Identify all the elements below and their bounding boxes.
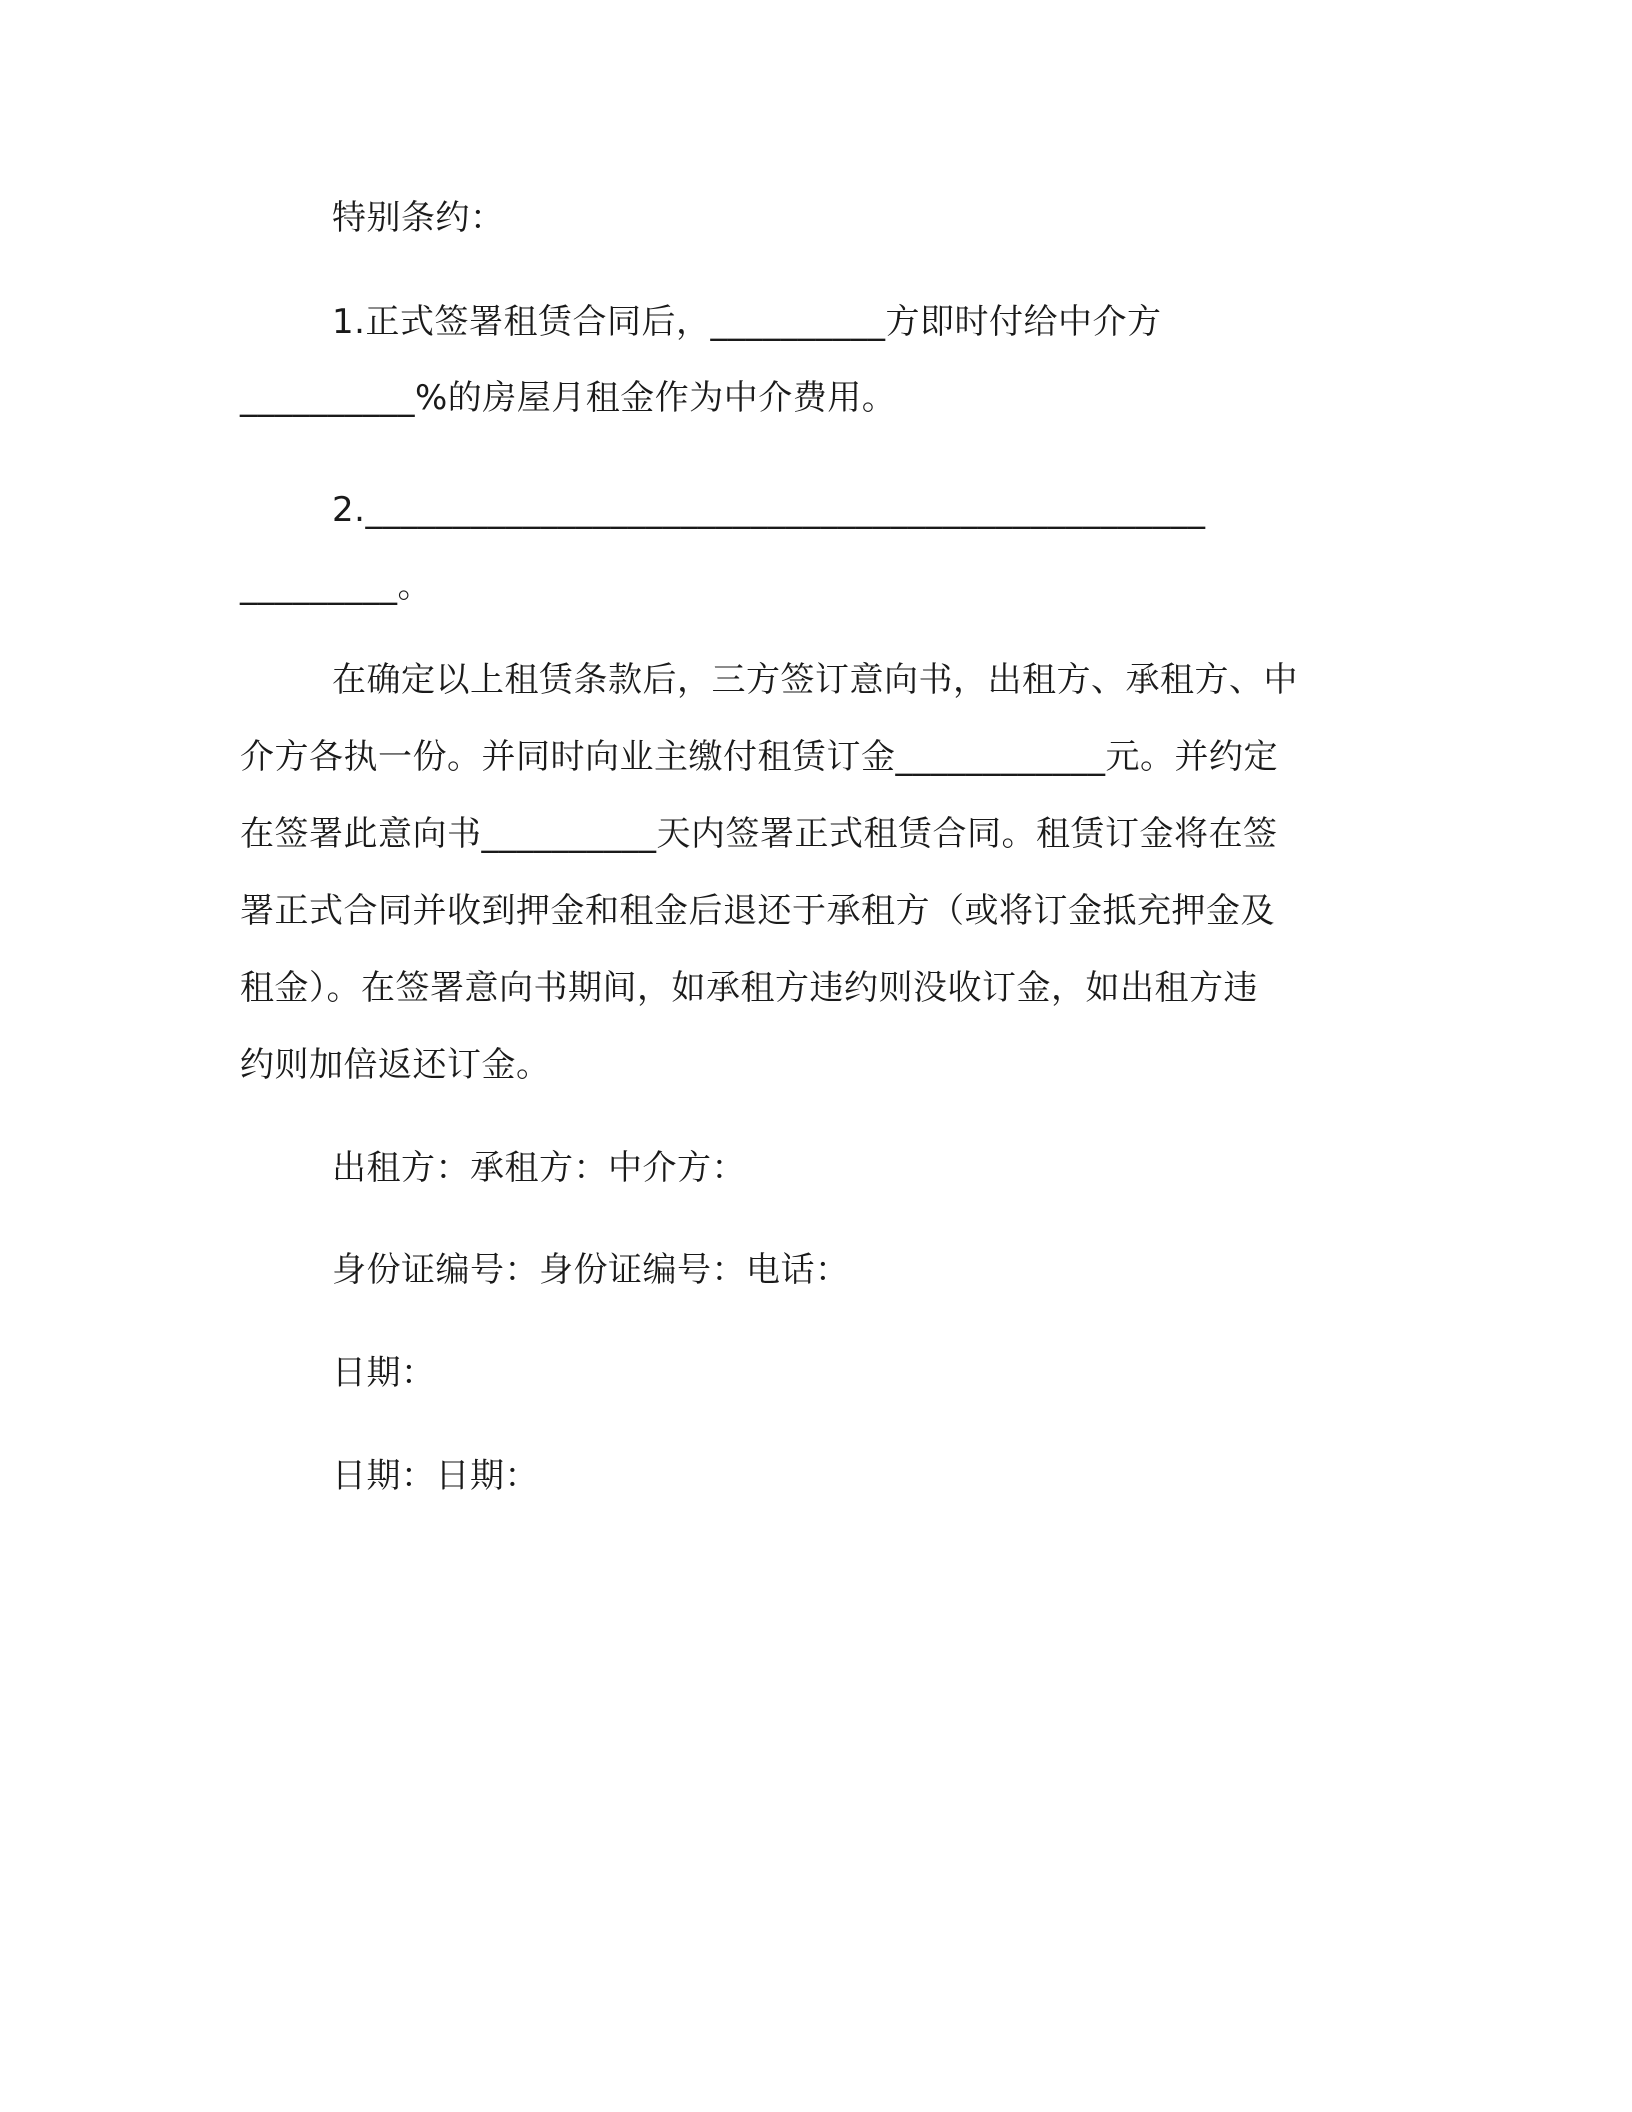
paragraph-line-2: 介方各执一份。并同时向业主缴付租赁订金____________元。并约定 xyxy=(240,737,1278,777)
clause-2-line-1: 2.________________________________________________ xyxy=(332,490,1206,530)
paragraph-line-3: 在签署此意向书__________天内签署正式租赁合同。租赁订金将在签 xyxy=(240,814,1278,854)
clause-1-line-1: 1.正式签署租赁合同后，__________方即时付给中介方 xyxy=(332,302,1162,342)
clause-1-line-2: __________%的房屋月租金作为中介费用。 xyxy=(240,378,897,418)
paragraph-line-4: 署正式合同并收到押金和租金后退还于承租方（或将订金抵充押金及 xyxy=(240,891,1275,931)
paragraph-line-6: 约则加倍返还订金。 xyxy=(240,1045,551,1085)
paragraph-line-1: 在确定以上租赁条款后，三方签订意向书，出租方、承租方、中 xyxy=(332,660,1298,700)
signature-date-1: 日期： xyxy=(332,1353,436,1393)
signature-date-2: 日期：日期： xyxy=(332,1456,539,1496)
clause-2-line-2: _________。 xyxy=(240,566,432,606)
special-terms-heading: 特别条约： xyxy=(332,198,505,238)
signature-parties: 出租方：承租方：中介方： xyxy=(332,1148,746,1188)
signature-ids: 身份证编号：身份证编号：电话： xyxy=(332,1250,850,1290)
paragraph-line-5: 租金）。在签署意向书期间，如承租方违约则没收订金，如出租方违 xyxy=(240,968,1258,1008)
